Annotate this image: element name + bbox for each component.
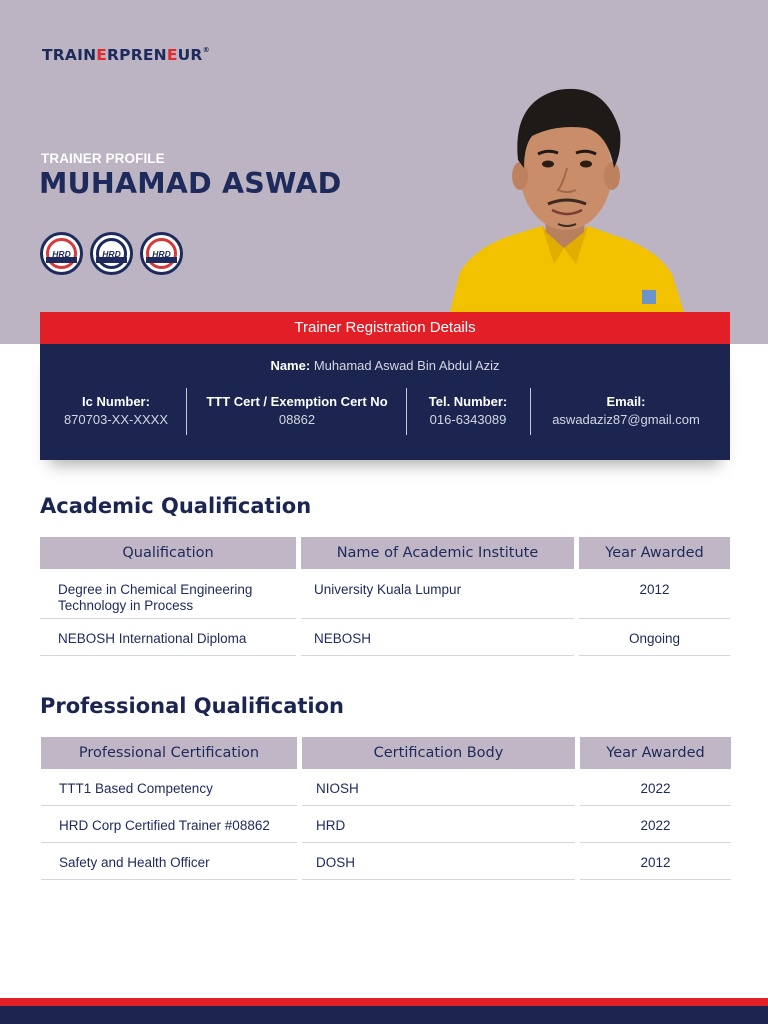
badge-core-text: HRD (52, 248, 71, 259)
ttt-cert-value: 08862 (278, 412, 316, 427)
table-row-institute: University Kuala Lumpur (314, 582, 462, 597)
ic-number-label: Ic Number: (82, 394, 150, 409)
accreditation-badges (40, 232, 183, 275)
table-row-certification: TTT1 Based Competency (59, 781, 213, 796)
name-value: Muhamad Aswad Bin Abdul Aziz (313, 358, 500, 373)
row-divider (302, 805, 575, 806)
table-row-year: 2012 (639, 582, 670, 597)
field-divider (406, 388, 407, 435)
professional-header-certification: Professional Certification (41, 737, 297, 769)
table-row-body: HRD (316, 818, 346, 833)
table-row-year: 2022 (640, 781, 671, 796)
email-field (534, 394, 718, 430)
accredited-trainer-badge-icon (140, 232, 183, 275)
table-row-institute: NEBOSH (314, 631, 372, 646)
table-row-year: 2022 (640, 818, 671, 833)
footer-navy-band (0, 1006, 768, 1024)
profile-tag: TRAINER PROFILE (41, 151, 165, 166)
table-row-qualification: NEBOSH International Diploma (58, 631, 247, 646)
row-divider (302, 879, 575, 880)
row-divider (40, 655, 296, 656)
ic-number-field (50, 394, 182, 430)
row-divider (580, 842, 731, 843)
footer-red-stripe (0, 998, 768, 1006)
field-divider (530, 388, 531, 435)
table-row-body: NIOSH (316, 781, 359, 796)
professional-header-body: Certification Body (302, 737, 575, 769)
email-value[interactable]: aswadaziz87@gmail.com (552, 412, 700, 427)
ttt-cert-label: TTT Cert / Exemption Cert No (206, 394, 388, 409)
tel-number-field (408, 394, 528, 430)
row-divider (580, 879, 731, 880)
table-row-qualification: Degree in Chemical Engineering Technology in Process (58, 582, 253, 613)
row-divider (40, 618, 296, 619)
registration-details-title: Trainer Registration Details (40, 312, 730, 344)
badge-core-text: HRD (102, 248, 121, 259)
ic-number-value: 870703-XX-XXXX (63, 412, 169, 427)
registration-details-panel (40, 344, 730, 460)
row-divider (301, 618, 574, 619)
hrd-claimable-badge-icon (90, 232, 133, 275)
name-label: Name: (270, 358, 311, 373)
table-row-year: 2012 (640, 855, 671, 870)
tel-number-label: Tel. Number: (428, 394, 508, 409)
academic-qualification-title: Academic Qualification (40, 494, 312, 518)
row-divider (301, 655, 574, 656)
academic-header-institute: Name of Academic Institute (301, 537, 574, 569)
row-divider (302, 842, 575, 843)
table-row-certification: HRD Corp Certified Trainer #08862 (59, 818, 270, 833)
trainer-photo (446, 76, 688, 312)
academic-header-qualification: Qualification (40, 537, 296, 569)
row-divider (580, 805, 731, 806)
trainerpreneur-logo: TRAINERPRENEUR® (42, 46, 210, 64)
row-divider (41, 842, 297, 843)
row-divider (579, 655, 730, 656)
professional-qualification-title: Professional Qualification (40, 694, 344, 718)
tel-number-value: 016-6343089 (429, 412, 507, 427)
row-divider (579, 618, 730, 619)
badge-core-text: HRD (152, 248, 171, 259)
trainer-name: MUHAMAD ASWAD (39, 167, 342, 200)
table-row-year: Ongoing (628, 631, 681, 646)
trainer-full-name-row (40, 358, 730, 373)
table-row-body: DOSH (316, 855, 356, 870)
table-row-certification: Safety and Health Officer (59, 855, 210, 870)
row-divider (41, 805, 297, 806)
academic-header-year: Year Awarded (579, 537, 730, 569)
row-divider (41, 879, 297, 880)
ttt-cert-field (190, 394, 404, 430)
professional-header-year: Year Awarded (580, 737, 731, 769)
email-label: Email: (606, 394, 646, 409)
registered-trainer-badge-icon (40, 232, 83, 275)
field-divider (186, 388, 187, 435)
